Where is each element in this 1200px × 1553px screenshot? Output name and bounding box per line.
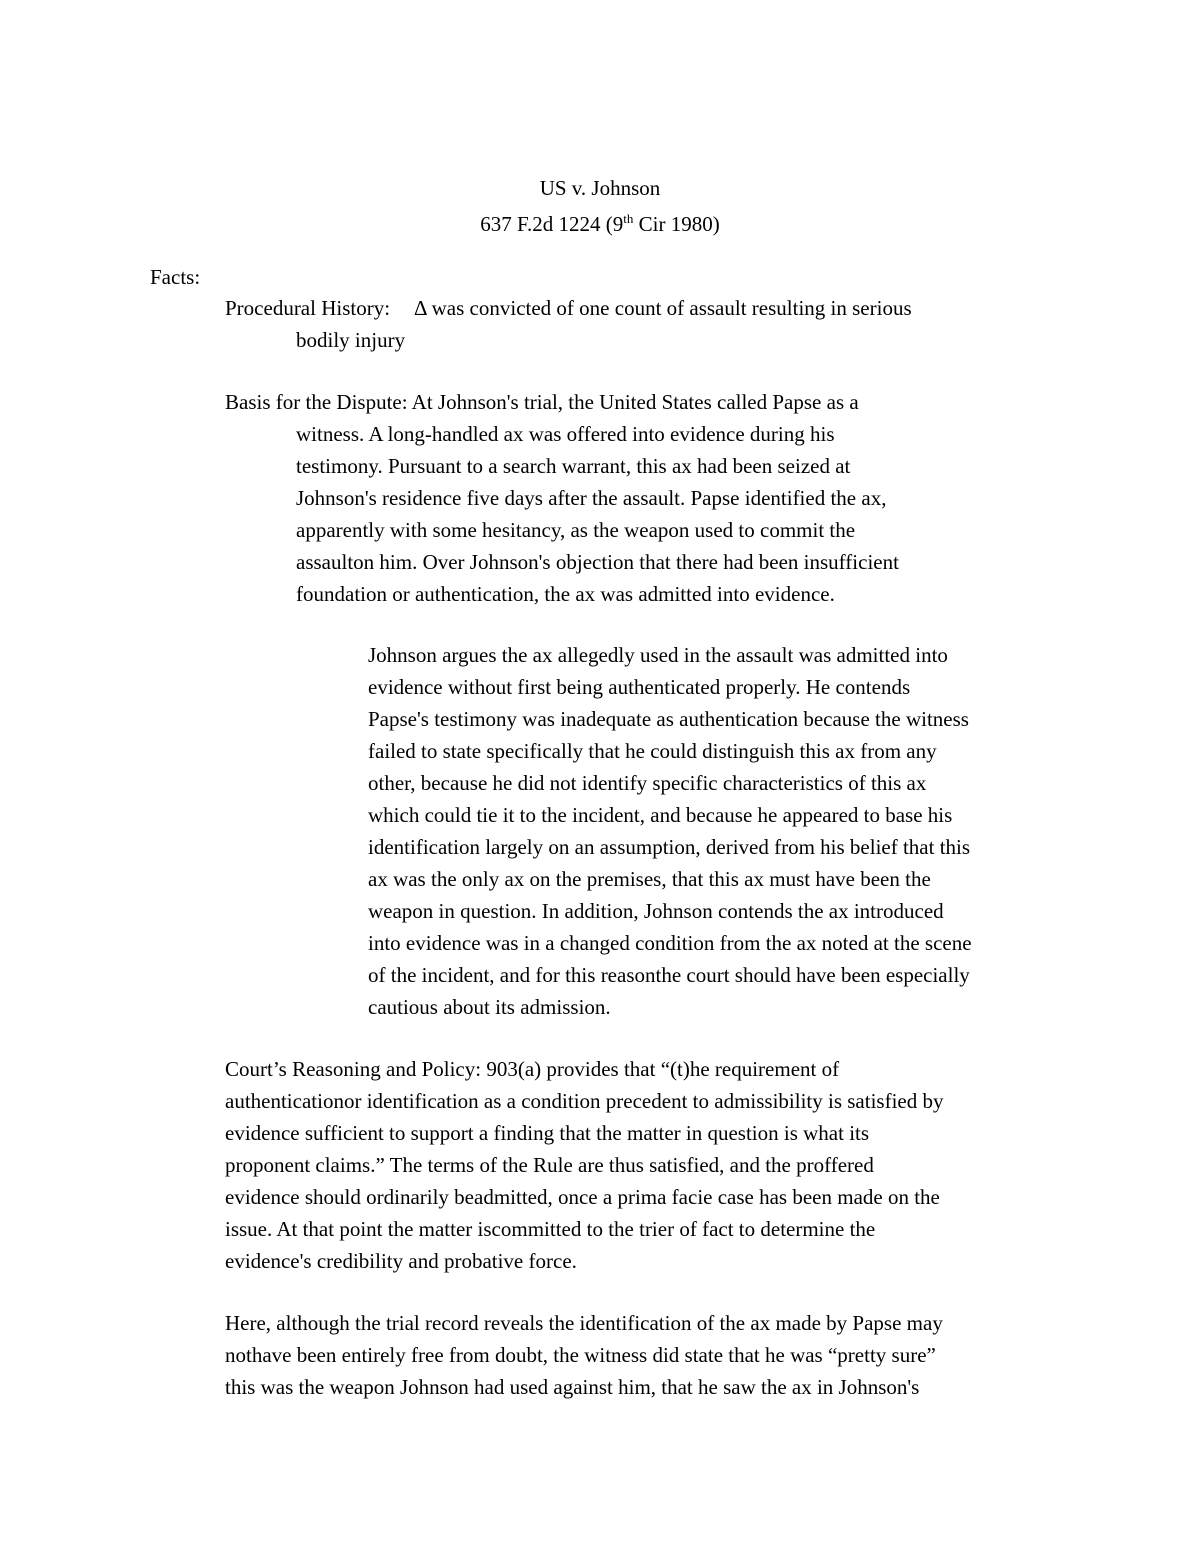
argument-line-3: Papse's testimony was inadequate as authentication because the witness <box>368 707 969 731</box>
argument-line-7: identification largely on an assumption, derived from his belief that this <box>368 835 971 859</box>
reasoning-line-4: proponent claims.” The terms of the Rule are thus satisfied, and the proffered <box>225 1153 874 1177</box>
argument-line-2: evidence without first being authenticated properly. He contends <box>368 675 911 699</box>
procedural-history-text: Δ was convicted of one count of assault resulting in serious <box>414 296 912 320</box>
procedural-history-line-2: bodily injury <box>296 328 406 352</box>
argument-line-6: which could tie it to the incident, and because he appeared to base his <box>368 803 953 827</box>
reasoning-line-2: authenticationor identification as a condition precedent to admissibility is satisfied by <box>225 1089 944 1113</box>
citation-prefix: 637 F.2d 1224 (9 <box>480 212 624 236</box>
argument-line-1: Johnson argues the ax allegedly used in the assault was admitted into <box>368 643 948 667</box>
argument-line-11: of the incident, and for this reasonthe court should have been especially <box>368 963 970 987</box>
argument-line-10: into evidence was in a changed condition from the ax noted at the scene <box>368 931 972 955</box>
basis-line-4: Johnson's residence five days after the assault. Papse identified the ax, <box>296 486 887 510</box>
here-line-3: this was the weapon Johnson had used against him, that he saw the ax in Johnson's <box>225 1375 920 1399</box>
here-line-1: Here, although the trial record reveals the identification of the ax made by Papse may <box>225 1311 943 1335</box>
basis-text: At Johnson's trial, the United States called Papse as a <box>411 390 859 414</box>
reasoning-line-5: evidence should ordinarily beadmitted, once a prima facie case has been made on the <box>225 1185 940 1209</box>
basis-line-6: assaulton him. Over Johnson's objection that there had been insufficient <box>296 550 899 574</box>
case-citation <box>0 212 1200 237</box>
reasoning-line-6: issue. At that point the matter iscommitted to the trier of fact to determine the <box>225 1217 876 1241</box>
argument-line-9: weapon in question. In addition, Johnson contends the ax introduced <box>368 899 944 923</box>
reasoning-line-7: evidence's credibility and probative force. <box>225 1249 577 1273</box>
case-title: US v. Johnson <box>539 176 661 200</box>
citation-suffix: Cir 1980) <box>633 212 720 236</box>
here-line-2: nothave been entirely free from doubt, the witness did state that he was “pretty sure” <box>225 1343 936 1367</box>
facts-label: Facts: <box>150 265 201 289</box>
basis-line-7: foundation or authentication, the ax was admitted into evidence. <box>296 582 835 606</box>
citation-superscript: th <box>623 211 634 226</box>
procedural-history-label: Procedural History: <box>225 296 391 320</box>
argument-line-4: failed to state specifically that he could distinguish this ax from any <box>368 739 937 763</box>
basis-line-3: testimony. Pursuant to a search warrant, this ax had been seized at <box>296 454 851 478</box>
reasoning-line-1: Court’s Reasoning and Policy: 903(a) provides that “(t)he requirement of <box>225 1057 840 1081</box>
basis-label: Basis for the Dispute: <box>225 390 408 414</box>
procedural-history-line-1 <box>225 296 912 321</box>
basis-line-5: apparently with some hesitancy, as the weapon used to commit the <box>296 518 856 542</box>
argument-line-8: ax was the only ax on the premises, that this ax must have been the <box>368 867 931 891</box>
basis-line-2: witness. A long-handled ax was offered into evidence during his <box>296 422 835 446</box>
argument-line-12: cautious about its admission. <box>368 995 611 1019</box>
reasoning-line-3: evidence sufficient to support a finding that the matter in question is what its <box>225 1121 870 1145</box>
basis-line-1 <box>225 390 859 415</box>
argument-line-5: other, because he did not identify specific characteristics of this ax <box>368 771 927 795</box>
